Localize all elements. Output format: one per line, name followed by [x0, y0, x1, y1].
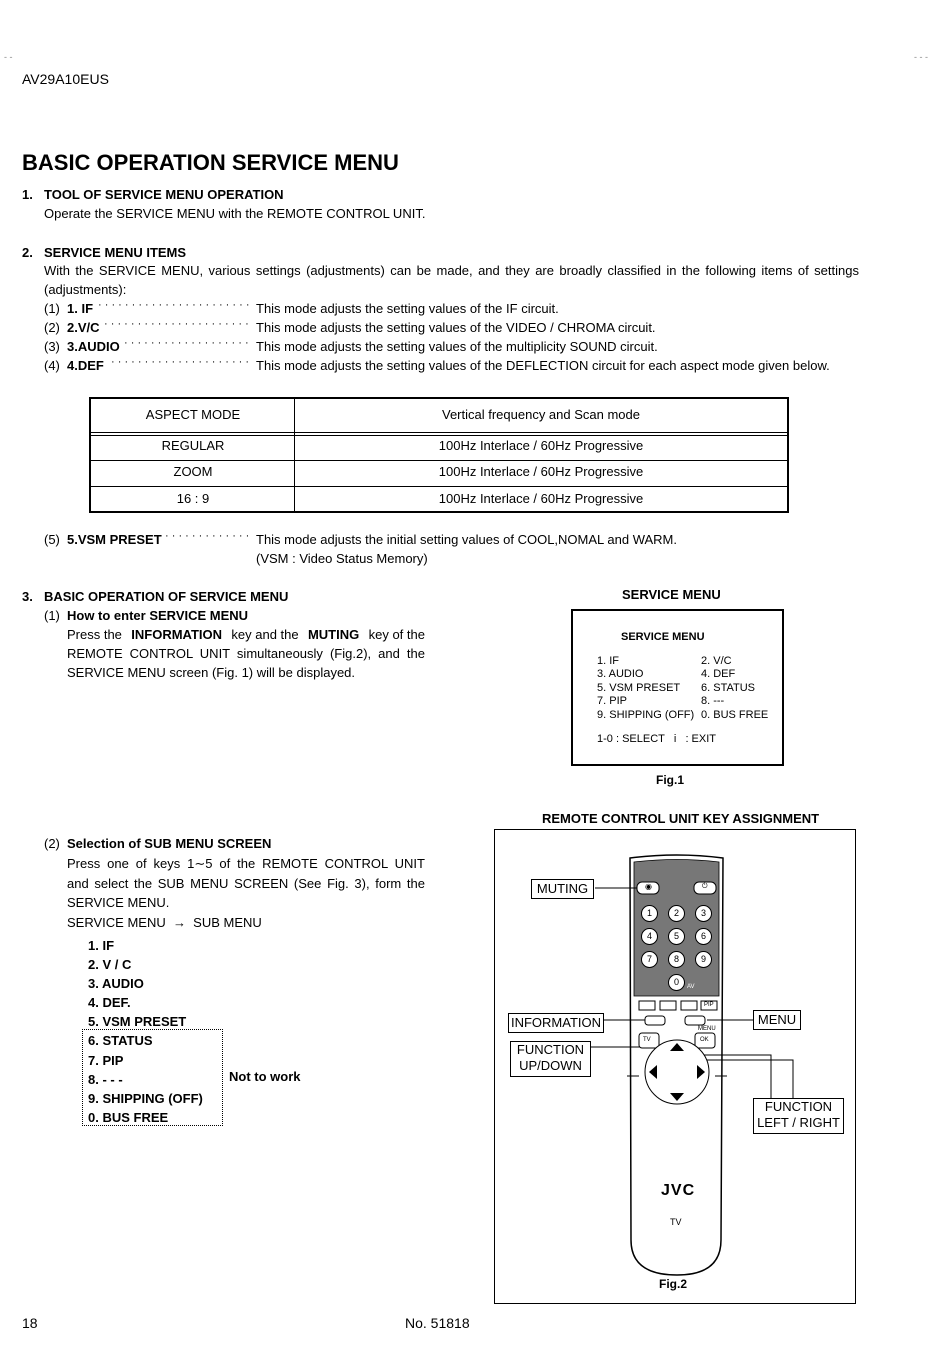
list-item: 3. AUDIO [88, 976, 144, 992]
menu-item: 0. BUS FREE [701, 708, 769, 721]
sub1-text: key of the [368, 627, 425, 642]
sub2-line3: SERVICE MENU. [67, 895, 170, 910]
information-key-text: INFORMATION [131, 627, 223, 642]
list-item: 1. IF [88, 938, 115, 953]
sub1-line1 [67, 627, 425, 642]
corner-mark-right: - - - [914, 52, 928, 62]
menu-label: MENU [753, 1010, 801, 1030]
section3-number: 3. [22, 589, 33, 604]
menu-item: 3. AUDIO [597, 668, 644, 681]
item-number: (2) [44, 320, 60, 335]
key-4[interactable]: 4 [641, 928, 658, 945]
muting-key-text: MUTING [307, 627, 360, 642]
menu-item: 2. V/C [701, 655, 732, 667]
section1-heading: TOOL OF SERVICE MENU OPERATION [44, 187, 284, 202]
section2-number: 2. [22, 245, 33, 260]
muting-label: MUTING [531, 879, 594, 899]
aspect-mode-table [89, 397, 789, 513]
pip-label: PIP [704, 1002, 714, 1008]
remote-figure [494, 829, 856, 1304]
list-item: 0. BUS FREE [88, 1109, 169, 1125]
item-name: 5.VSM PRESET [67, 532, 162, 547]
list-item: 4. DEF. [88, 995, 131, 1011]
item-dots: · · · · · · · · · · · · · · · · · · · · · [111, 356, 250, 368]
table-cell: 100Hz Interlace / 60Hz Progressive [438, 438, 644, 453]
list-item: 6. STATUS [88, 1033, 153, 1049]
key-2[interactable]: 2 [668, 905, 685, 922]
key-0[interactable]: 0 [668, 974, 685, 991]
menu-footer: 1-0 : SELECT i : EXIT [597, 733, 717, 745]
sub1-number: (1) [44, 608, 60, 623]
table-header-freq: Vertical frequency and Scan mode [441, 407, 640, 422]
sub1-line3: SERVICE MENU screen (Fig. 1) will be displayed. [67, 665, 356, 680]
document-number: No. 51818 [405, 1315, 470, 1331]
not-to-work-label: Not to work [229, 1069, 301, 1084]
table-cell: 100Hz Interlace / 60Hz Progressive [438, 491, 644, 506]
section1-number: 1. [22, 187, 33, 202]
table-row [91, 464, 787, 479]
sub2-line2: and select the SUB MENU SCREEN (See Fig. 3), form the [67, 876, 425, 891]
item-name: 2.V/C [67, 320, 100, 335]
menu-item: 1. IF [597, 655, 620, 667]
item-number: (5) [44, 532, 60, 547]
item-dots: · · · · · · · · · · · · · · · · · · · · · · · [98, 299, 250, 311]
section1-text: Operate the SERVICE MENU with the REMOTE CONTROL UNIT. [44, 206, 426, 221]
sub2-line4: SERVICE MENU → SUB MENU [67, 915, 262, 930]
label-line: LEFT / RIGHT [757, 1115, 840, 1130]
corner-mark-left: - - [4, 52, 13, 62]
page-title: BASIC OPERATION SERVICE MENU [22, 150, 399, 175]
item-desc-2: (VSM : Video Status Memory) [256, 551, 428, 566]
menu-small-label: MENU [698, 1026, 716, 1032]
page-number: 18 [22, 1315, 38, 1331]
label-line: FUNCTION [516, 1042, 585, 1057]
section2-text-1: With the SERVICE MENU, various settings (adjustments) can be made, and they are broadly classified in the following items of settings [44, 263, 859, 278]
list-item: 5. VSM PRESET [88, 1014, 187, 1030]
item-number: (3) [44, 339, 60, 354]
function-updown-label [510, 1041, 591, 1077]
list-item: 8. - - - [88, 1071, 123, 1087]
fig2-title: REMOTE CONTROL UNIT KEY ASSIGNMENT [542, 811, 820, 826]
table-row [91, 438, 787, 453]
item-dots: · · · · · · · · · · · · · · · · · · · · · · [104, 318, 249, 330]
sub2-heading: Selection of SUB MENU SCREEN [67, 836, 272, 851]
fig1-title: SERVICE MENU [622, 587, 721, 602]
table-row [91, 491, 787, 506]
screen-title: SERVICE MENU [621, 631, 705, 643]
sub2-line1: Press one of keys 1∼5 of the REMOTE CONTROL UNIT [67, 856, 425, 871]
table-header-row [91, 407, 787, 422]
brand-tv-text: TV [670, 1217, 682, 1227]
item-desc: This mode adjusts the setting values of the multiplicity SOUND circuit. [256, 339, 658, 354]
menu-item: 6. STATUS [701, 681, 755, 694]
item-number: (1) [44, 301, 60, 316]
sub2-number: (2) [44, 836, 60, 851]
item-desc: This mode adjusts the setting values of the IF circuit. [256, 301, 559, 316]
sub1-text: key and the [231, 627, 299, 642]
menu-items-right [701, 655, 768, 722]
list-item: 2. V / C [88, 957, 132, 973]
item-dots: · · · · · · · · · · · · · [165, 530, 250, 542]
item-name: 4.DEF [67, 358, 104, 373]
key-1[interactable]: 1 [641, 905, 658, 922]
item-number: (4) [44, 358, 60, 373]
av-label: AV [687, 984, 695, 990]
service-menu-screen [571, 609, 784, 766]
key-3[interactable]: 3 [695, 905, 712, 922]
key-9[interactable]: 9 [695, 951, 712, 968]
key-6[interactable]: 6 [695, 928, 712, 945]
ok-button-label: OK [700, 1037, 709, 1043]
list-item: 7. PIP [88, 1052, 124, 1068]
menu-item: 9. SHIPPING (OFF) [597, 708, 695, 721]
menu-item: 7. PIP [597, 695, 627, 708]
item-dots: · · · · · · · · · · · · · · · · · · · [124, 337, 249, 349]
table-cell: REGULAR [161, 438, 225, 453]
tv-button-label: TV [643, 1037, 651, 1043]
menu-items-left [597, 655, 694, 722]
label-line: UP/DOWN [519, 1058, 582, 1073]
item-name: 3.AUDIO [67, 339, 120, 354]
sub1-heading: How to enter SERVICE MENU [67, 608, 249, 623]
not-working-box [82, 1029, 223, 1126]
key-8[interactable]: 8 [668, 951, 685, 968]
table-cell: ZOOM [173, 464, 213, 479]
section3-heading: BASIC OPERATION OF SERVICE MENU [44, 589, 289, 604]
table-cell: 16 : 9 [176, 491, 210, 506]
sub1-text: Press the [67, 627, 122, 642]
key-5[interactable]: 5 [668, 928, 685, 945]
table-header-aspect: ASPECT MODE [145, 407, 241, 422]
item-desc: This mode adjusts the initial setting values of COOL,NOMAL and WARM. [256, 532, 677, 547]
function-leftright-label [753, 1098, 844, 1134]
section2-text-2: (adjustments): [44, 282, 127, 297]
menu-item: 5. VSM PRESET [597, 681, 681, 694]
fig2-caption: Fig.2 [659, 1277, 688, 1291]
muting-key-icon[interactable]: ◉ [645, 882, 652, 891]
item-desc: This mode adjusts the setting values of the VIDEO / CHROMA circuit. [256, 320, 656, 335]
jvc-logo: JVC [661, 1182, 696, 1199]
menu-item: 8. --- [701, 695, 725, 708]
label-line: FUNCTION [764, 1099, 833, 1114]
item-name: 1. IF [67, 301, 94, 316]
menu-item: 4. DEF [701, 668, 736, 681]
table-cell: 100Hz Interlace / 60Hz Progressive [438, 464, 644, 479]
sub1-line2: REMOTE CONTROL UNIT simultaneously (Fig.2), and the [67, 646, 425, 661]
section2-heading: SERVICE MENU ITEMS [44, 245, 187, 260]
item-desc: This mode adjusts the setting values of the DEFLECTION circuit for each aspect mode given below. [256, 358, 830, 373]
model-number: AV29A10EUS [22, 71, 109, 87]
list-item: 9. SHIPPING (OFF) [88, 1090, 203, 1106]
fig1-caption: Fig.1 [656, 773, 685, 787]
key-7[interactable]: 7 [641, 951, 658, 968]
power-key[interactable]: ⏻ [702, 883, 708, 890]
information-label: INFORMATION [508, 1013, 604, 1033]
